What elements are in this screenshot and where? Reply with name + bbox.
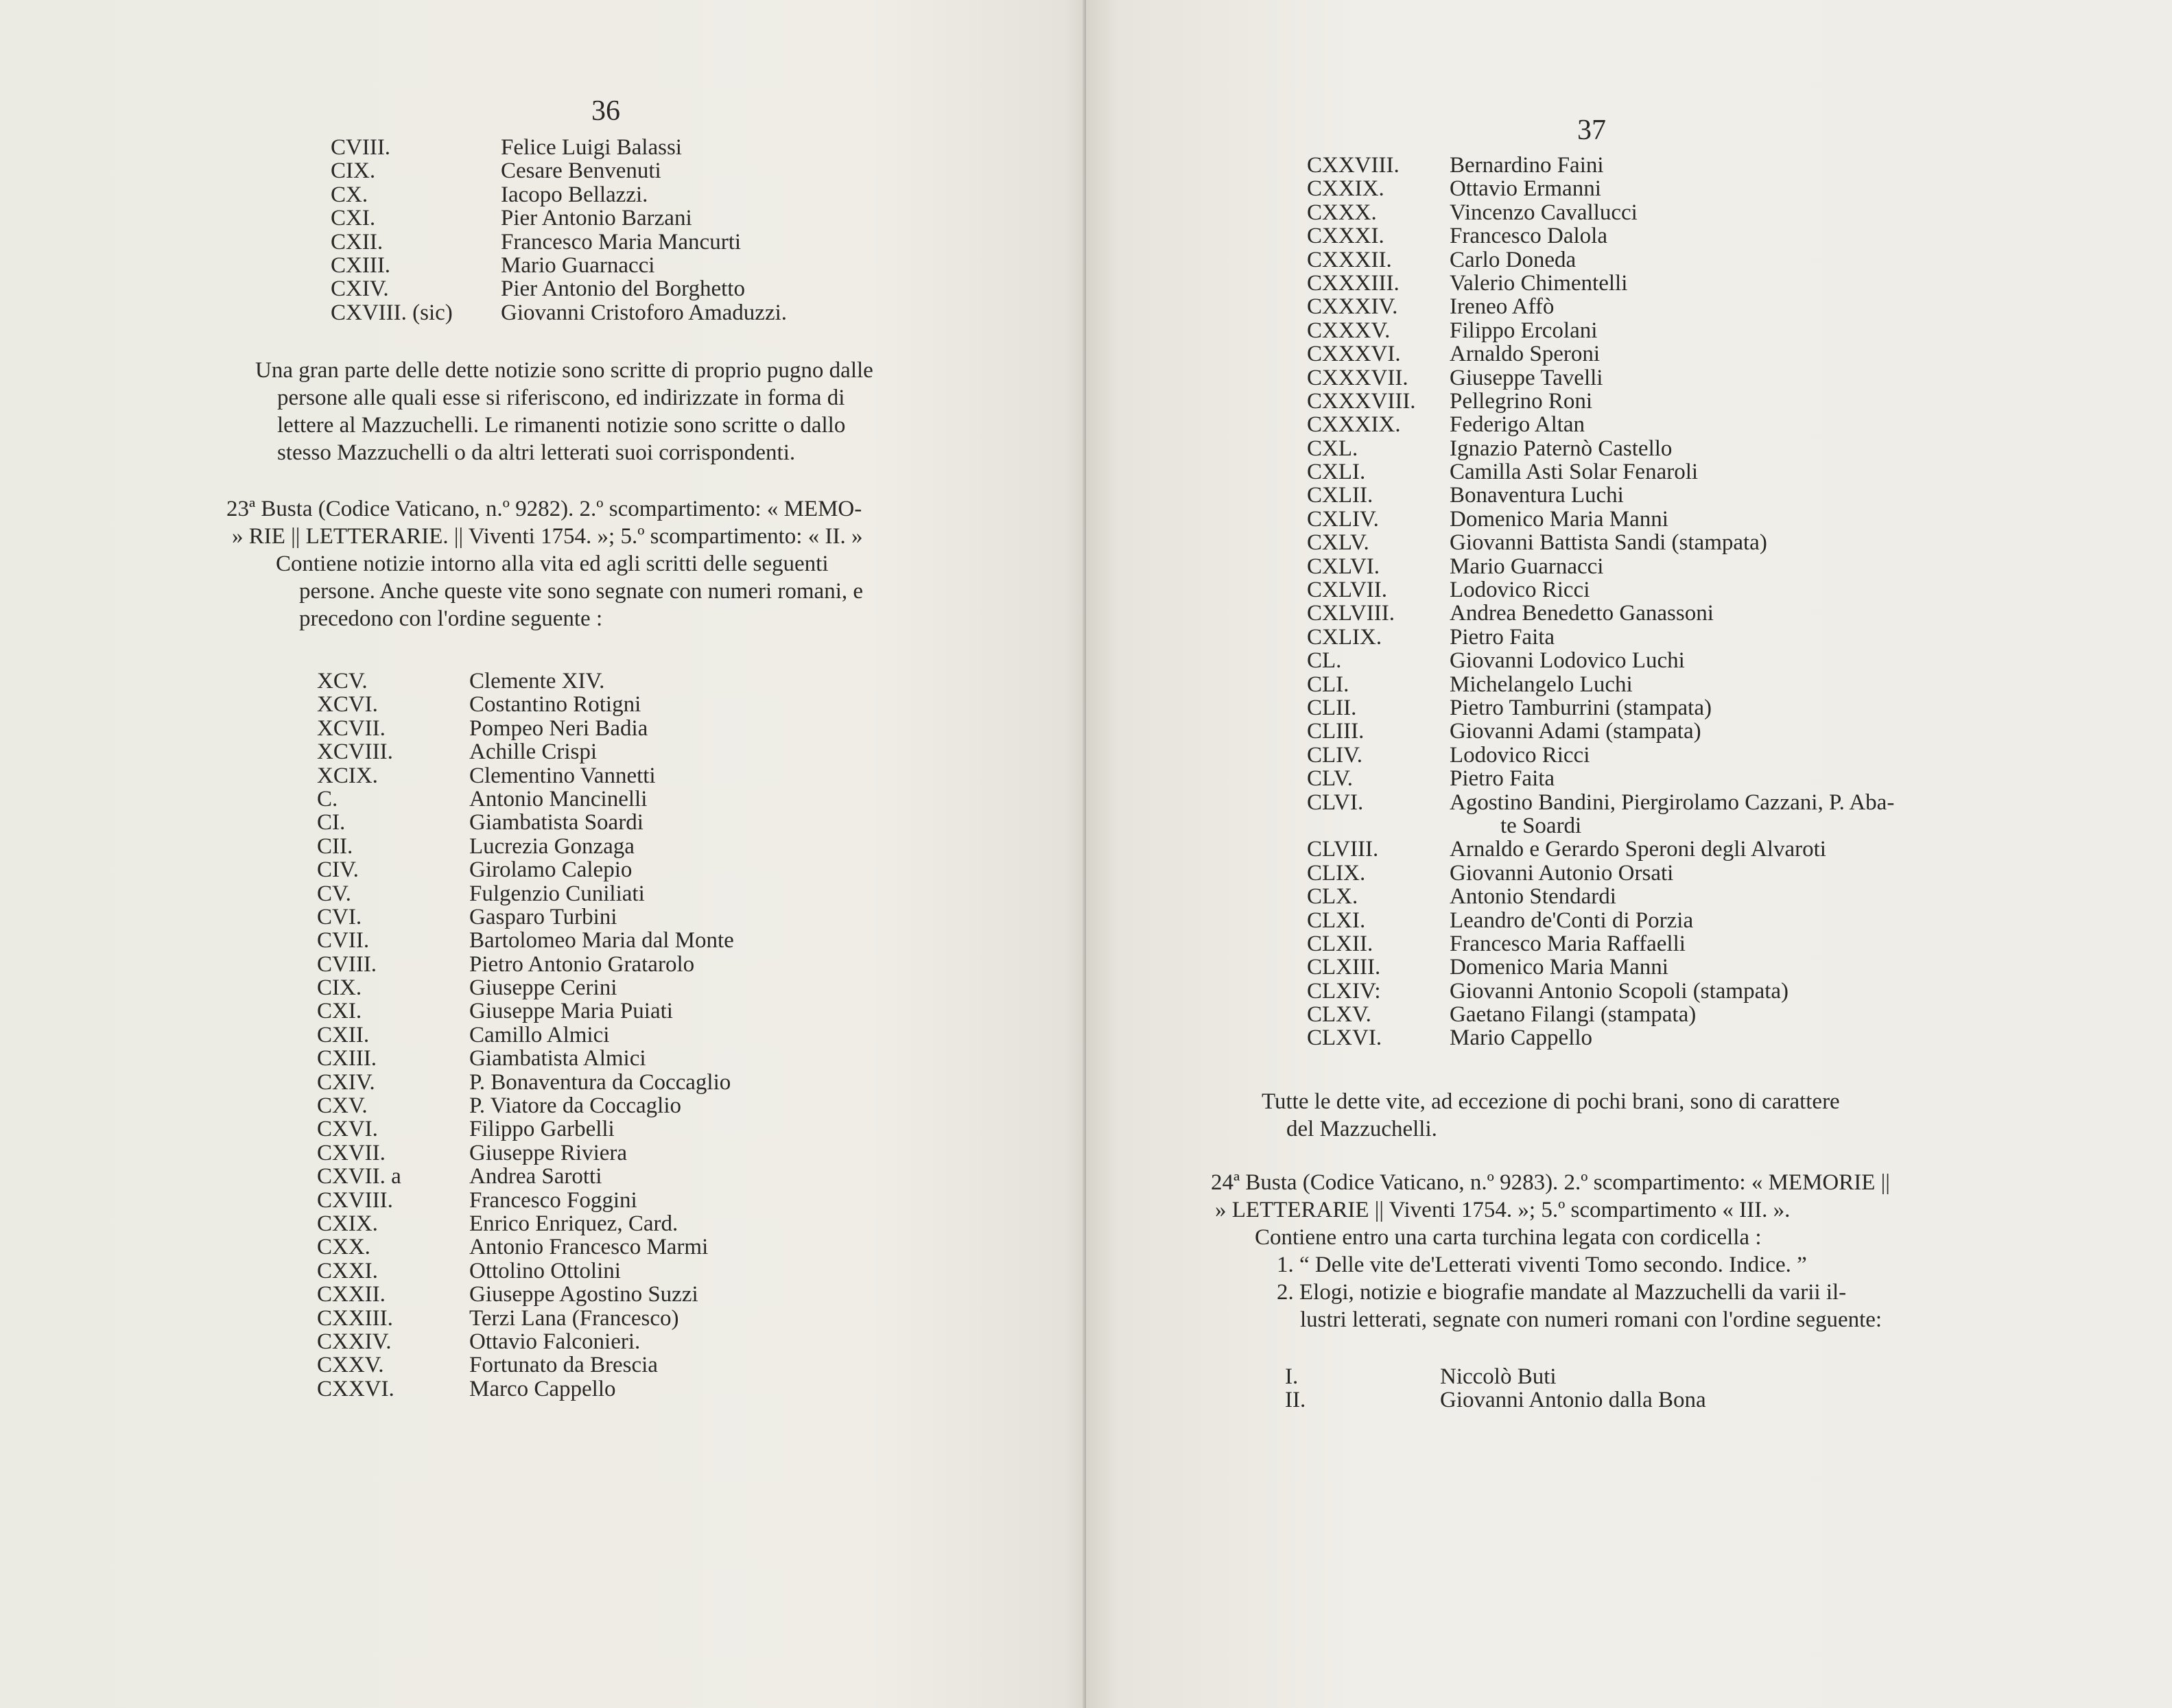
person-name: Gaetano Filangi (stampata) [1450, 1002, 1697, 1028]
list-item [317, 1071, 734, 1094]
roman-numeral: CXVIII. (sic) [331, 300, 453, 325]
person-name: Carlo Doneda [1450, 247, 1577, 272]
roman-numeral: CIX. [317, 975, 362, 1001]
list-item [331, 183, 787, 206]
roman-numeral: CIX. [331, 158, 376, 184]
person-name: Giambatista Almici [469, 1046, 646, 1071]
busta-line: precedono con l'ordine seguente : [299, 606, 603, 631]
list-item [1307, 578, 1894, 602]
roman-numeral: CLIII. [1307, 719, 1365, 744]
paragraph-line: persone alle quali esse si riferiscono, ed indirizzate in forma di [277, 386, 845, 410]
roman-numeral: CXVII. [317, 1140, 386, 1165]
roman-numeral: CLII. [1307, 695, 1357, 720]
person-name: Cesare Benvenuti [501, 158, 661, 184]
roman-numeral: CXXI. [317, 1258, 378, 1283]
roman-numeral: CXLI. [1307, 460, 1366, 485]
list-item [317, 1259, 734, 1283]
roman-numeral: CLI. [1307, 672, 1349, 697]
person-name: Gasparo Turbini [469, 904, 617, 929]
roman-numeral: CXXII. [317, 1282, 386, 1307]
list-item [1307, 413, 1894, 436]
roman-numeral: CXLII. [1307, 483, 1373, 508]
list-item [317, 976, 734, 999]
list-item [331, 254, 787, 277]
list-item [331, 206, 787, 230]
list-item [1307, 201, 1894, 224]
roman-numeral: CXI. [331, 206, 376, 231]
person-name: Pellegrino Roni [1450, 388, 1593, 414]
roman-numeral: CXVIII. [317, 1187, 393, 1213]
busta-line: Contiene notizie intorno alla vita ed agli scritti delle seguenti [276, 551, 829, 576]
person-name: Clemente XIV. [469, 669, 605, 693]
person-name: Giuseppe Tavelli [1450, 365, 1603, 390]
roman-numeral: CXXXI. [1307, 224, 1384, 249]
person-name: P. Viatore da Coccaglio [469, 1093, 682, 1119]
roman-numeral: CLXVI. [1307, 1025, 1382, 1051]
person-name: Francesco Foggini [469, 1187, 637, 1213]
person-name: Felice Luigi Balassi [501, 135, 682, 160]
list-item [1307, 649, 1894, 672]
person-name: Camilla Asti Solar Fenaroli [1450, 460, 1699, 485]
roman-numeral: CXXIX. [1307, 176, 1384, 202]
person-name: Domenico Maria Manni [1450, 955, 1668, 980]
list-item [1307, 932, 1894, 956]
busta-line: » RIE || LETTERARIE. || Viventi 1754. »; 5.º scompartimento: « II. » [232, 524, 863, 549]
person-name: P. Bonaventura da Coccaglio [469, 1069, 731, 1095]
roman-numeral: CXLVII. [1307, 578, 1388, 603]
person-name: Pier Antonio Barzani [501, 206, 692, 231]
list-item [1307, 696, 1894, 720]
page-number: 36 [591, 95, 620, 127]
paragraph-line: Una gran parte delle dette notizie sono scritte di proprio pugno dalle [255, 358, 873, 383]
roman-numeral: CXXVI. [317, 1376, 394, 1401]
roman-numeral: I. [1285, 1364, 1299, 1389]
roman-numeral: CLIX. [1307, 860, 1366, 886]
person-name: Camillo Almici [469, 1022, 610, 1047]
list-item [331, 136, 787, 159]
person-name: Lodovico Ricci [1450, 578, 1590, 603]
busta-24-name-list [1285, 1365, 1706, 1412]
busta-line: persone. Anche queste vite sono segnate con numeri romani, e [299, 579, 864, 604]
list-item [1307, 673, 1894, 696]
top-name-list [331, 136, 787, 324]
person-name: Lucrezia Gonzaga [469, 833, 635, 859]
roman-numeral: CXII. [317, 1022, 370, 1047]
list-item [317, 1141, 734, 1165]
person-name: Pietro Faita [1450, 624, 1555, 650]
roman-numeral: CXIV. [331, 276, 389, 302]
person-name: Giambatista Soardi [469, 810, 644, 835]
list-item [317, 1353, 734, 1377]
person-name: Pompeo Neri Badia [469, 715, 648, 741]
list-item [1307, 555, 1894, 578]
roman-numeral: CLIV. [1307, 742, 1362, 768]
list-item [317, 905, 734, 929]
busta-23-description [226, 495, 863, 632]
list-item [1307, 744, 1894, 767]
person-name: Costantino Rotigni [469, 692, 641, 717]
list-item [317, 740, 734, 763]
list-item [1307, 248, 1894, 272]
person-name: Giovanni Adami (stampata) [1450, 719, 1701, 744]
roman-numeral: CL. [1307, 648, 1342, 674]
person-name: Giovanni Antonio dalla Bona [1440, 1388, 1706, 1413]
busta-24-description [1211, 1169, 1890, 1333]
busta-line: 24ª Busta (Codice Vaticano, n.º 9283). 2.º scompartimento: « MEMORIE || [1211, 1170, 1890, 1195]
list-item [331, 277, 787, 300]
roman-numeral: CXI. [317, 999, 362, 1024]
roman-numeral: CXXXVII. [1307, 365, 1408, 390]
roman-numeral: CI. [317, 810, 346, 835]
roman-numeral: CXII. [331, 229, 383, 254]
person-name: Andrea Benedetto Ganassoni [1450, 601, 1714, 626]
paragraph-line: stesso Mazzuchelli o da altri letterati suoi corrispondenti. [277, 440, 796, 465]
list-item [1307, 767, 1894, 790]
list-item [1307, 626, 1894, 649]
person-name: Giovanni Lodovico Luchi [1450, 648, 1685, 674]
list-item [1307, 154, 1894, 177]
person-name: Mario Guarnacci [501, 252, 655, 278]
person-name: Pietro Faita [1450, 766, 1555, 792]
list-item [1307, 342, 1894, 366]
roman-numeral: CXX. [317, 1235, 370, 1260]
roman-numeral: CXLV. [1307, 530, 1369, 556]
person-name: Giuseppe Maria Puiati [469, 999, 673, 1024]
roman-numeral: CXIII. [317, 1046, 377, 1071]
roman-numeral: CXXIII. [317, 1305, 393, 1331]
list-item [1307, 224, 1894, 248]
busta-line: lustri letterati, segnate con numeri romani con l'ordine seguente: [1300, 1307, 1882, 1332]
page-number: 37 [1577, 115, 1606, 146]
roman-numeral: CXXVIII. [1307, 153, 1400, 178]
list-item [331, 159, 787, 182]
person-name: Ottavio Ermanni [1450, 176, 1601, 202]
person-name: Arnaldo e Gerardo Speroni degli Alvaroti [1450, 837, 1826, 862]
roman-numeral: CXIV. [317, 1069, 375, 1095]
roman-numeral: CLXI. [1307, 908, 1366, 933]
roman-numeral: CIV. [317, 857, 359, 883]
person-name: Antonio Stendardi [1450, 884, 1616, 910]
list-item [1307, 366, 1894, 390]
roman-numeral: CVII. [317, 928, 370, 953]
roman-numeral: CXXXVI. [1307, 342, 1401, 367]
person-name: Francesco Dalola [1450, 224, 1607, 249]
busta-line: » LETTERARIE || Viventi 1754. »; 5.º scompartimento « III. ». [1215, 1198, 1791, 1222]
list-item [1307, 272, 1894, 295]
list-item [317, 882, 734, 905]
roman-numeral: CXIX. [317, 1211, 378, 1236]
roman-numeral: C. [317, 786, 338, 811]
list-item [317, 999, 734, 1023]
list-item [1307, 437, 1894, 460]
list-item [1307, 791, 1894, 814]
list-item [317, 1094, 734, 1117]
note-line: del Mazzuchelli. [1286, 1117, 1437, 1141]
note-line: Tutte le dette vite, ad eccezione di pochi brani, sono di carattere [1262, 1089, 1840, 1114]
roman-numeral: CXLIV. [1307, 506, 1379, 532]
person-name: Ottolino Ottolini [469, 1258, 621, 1283]
list-item [1307, 956, 1894, 979]
list-item [317, 1330, 734, 1353]
person-name: Leandro de'Conti di Porzia [1450, 908, 1694, 933]
person-name: Bonaventura Luchi [1450, 483, 1624, 508]
person-name: Fulgenzio Cuniliati [469, 881, 645, 906]
busta-line: 23ª Busta (Codice Vaticano, n.º 9282). 2.º scompartimento: « MEMO- [226, 497, 862, 521]
roman-numeral: CXVI. [317, 1117, 378, 1142]
person-name: Giovanni Cristoforo Amaduzzi. [501, 300, 788, 325]
roman-numeral: II. [1285, 1388, 1306, 1413]
roman-numeral: CX. [331, 182, 368, 207]
roman-numeral: CII. [317, 833, 353, 859]
person-name: Arnaldo Speroni [1450, 342, 1601, 367]
paragraph-line: lettere al Mazzuchelli. Le rimanenti notizie sono scritte o dallo [277, 413, 846, 438]
list-item [1307, 531, 1894, 554]
roman-numeral: CXXXV. [1307, 318, 1391, 343]
person-name: Pier Antonio del Borghetto [501, 276, 745, 302]
person-name: Achille Crispi [469, 739, 598, 765]
list-item [317, 764, 734, 787]
person-name: Michelangelo Luchi [1450, 672, 1633, 697]
person-name: Andrea Sarotti [469, 1164, 602, 1189]
roman-numeral: CXL. [1307, 436, 1358, 461]
person-name: Giuseppe Agostino Suzzi [469, 1282, 698, 1307]
list-item [1307, 602, 1894, 625]
person-name: Girolamo Calepio [469, 857, 633, 883]
person-name: Pietro Tamburrini (stampata) [1450, 695, 1712, 720]
person-name: Giuseppe Cerini [469, 975, 617, 1001]
roman-numeral: XCVI. [317, 692, 378, 717]
person-name: Bartolomeo Maria dal Monte [469, 928, 734, 953]
roman-numeral: CLXIV: [1307, 978, 1381, 1004]
roman-numeral: CXLIX. [1307, 624, 1382, 650]
roman-numeral: CXXIV. [317, 1329, 392, 1354]
person-name: Ireneo Affò [1450, 294, 1555, 320]
person-name: Giovanni Antonio Scopoli (stampata) [1450, 978, 1789, 1004]
person-name: Clementino Vannetti [469, 763, 656, 788]
list-item [317, 1023, 734, 1047]
list-item [1307, 295, 1894, 318]
list-item [1307, 319, 1894, 342]
roman-numeral: CXXV. [317, 1353, 384, 1378]
list-item [317, 1307, 734, 1330]
person-name: Mario Cappello [1450, 1025, 1593, 1051]
list-item [331, 301, 787, 324]
roman-numeral: CLX. [1307, 884, 1358, 910]
person-name: Agostino Bandini, Piergirolamo Cazzani, P. Aba- [1450, 790, 1895, 815]
roman-numeral: CXLVIII. [1307, 601, 1395, 626]
roman-numeral: CLV. [1307, 766, 1353, 792]
person-name: Vincenzo Cavallucci [1450, 200, 1638, 225]
list-item [317, 1235, 734, 1259]
person-name: Antonio Mancinelli [469, 786, 648, 811]
person-name: Giuseppe Riviera [469, 1140, 628, 1165]
busta-line: 1. “ Delle vite de'Letterati viventi Tomo secondo. Indice. ” [1277, 1253, 1807, 1277]
notes-paragraph [255, 357, 873, 466]
roman-numeral: CXXXIII. [1307, 270, 1400, 296]
roman-numeral: CLVI. [1307, 790, 1364, 815]
list-item [1307, 484, 1894, 507]
list-item [1307, 862, 1894, 885]
roman-numeral: CLVIII. [1307, 837, 1379, 862]
list-item [317, 811, 734, 834]
list-item [1307, 909, 1894, 932]
right-page [1086, 0, 2172, 1708]
person-name: Mario Guarnacci [1450, 554, 1604, 579]
person-name: te Soardi [1500, 813, 1582, 838]
roman-numeral: CXV. [317, 1093, 368, 1119]
roman-numeral: CLXII. [1307, 931, 1373, 956]
person-name: Lodovico Ricci [1450, 742, 1590, 768]
list-item [1307, 720, 1894, 743]
roman-numeral: CXIII. [331, 252, 391, 278]
person-name: Federigo Altan [1450, 412, 1585, 438]
list-item [317, 1047, 734, 1070]
person-name: Filippo Ercolani [1450, 318, 1598, 343]
person-name: Domenico Maria Manni [1450, 506, 1668, 532]
list-item [317, 693, 734, 716]
list-item [1307, 838, 1894, 861]
list-item [1307, 885, 1894, 908]
handwriting-note [1262, 1088, 1840, 1143]
list-item [1307, 390, 1894, 413]
person-name: Filippo Garbelli [469, 1117, 615, 1142]
person-name: Francesco Maria Raffaelli [1450, 931, 1686, 956]
roman-numeral: CVIII. [317, 951, 377, 977]
list-item [317, 953, 734, 976]
roman-numeral: CXXXIX. [1307, 412, 1401, 438]
list-item [317, 717, 734, 740]
roman-numeral: CVI. [317, 904, 362, 929]
roman-numeral: CXXXVIII. [1307, 388, 1416, 414]
roman-numeral: CLXIII. [1307, 955, 1381, 980]
list-item [317, 1189, 734, 1212]
roman-numeral: CXXXIV. [1307, 294, 1398, 320]
person-name: Giovanni Autonio Orsati [1450, 860, 1674, 886]
person-name: Niccolò Buti [1440, 1364, 1557, 1389]
list-item [317, 1165, 734, 1188]
list-item [1307, 1003, 1894, 1026]
person-name: Fortunato da Brescia [469, 1353, 658, 1378]
person-name: Antonio Francesco Marmi [469, 1235, 709, 1260]
list-item [317, 787, 734, 811]
list-item [317, 1377, 734, 1401]
list-item [317, 1212, 734, 1235]
roman-numeral: CXLVI. [1307, 554, 1380, 579]
person-name: Enrico Enriquez, Card. [469, 1211, 678, 1236]
list-item [317, 669, 734, 693]
person-name: Bernardino Faini [1450, 153, 1604, 178]
list-item [1307, 460, 1894, 484]
roman-numeral: XCV. [317, 669, 368, 693]
person-name: Ottavio Falconieri. [469, 1329, 641, 1354]
list-item [1307, 1026, 1894, 1049]
person-name: Giovanni Battista Sandi (stampata) [1450, 530, 1767, 556]
roman-numeral: XCVIII. [317, 739, 393, 765]
busta-line: 2. Elogi, notizie e biografie mandate al Mazzuchelli da varii il- [1277, 1280, 1847, 1305]
list-item [317, 1283, 734, 1306]
roman-numeral: CXXXII. [1307, 247, 1392, 272]
roman-numeral: XCIX. [317, 763, 378, 788]
person-name: Francesco Maria Mancurti [501, 229, 742, 254]
list-item [317, 858, 734, 881]
list-item [1285, 1388, 1706, 1412]
roman-numeral: CLXV. [1307, 1002, 1371, 1028]
person-name: Marco Cappello [469, 1376, 616, 1401]
person-name: Valerio Chimentelli [1450, 270, 1628, 296]
roman-numeral: CXVII. a [317, 1164, 401, 1189]
person-name: Iacopo Bellazzi. [501, 182, 648, 207]
person-name: Pietro Antonio Gratarolo [469, 951, 695, 977]
roman-numeral [1307, 814, 1450, 838]
list-item [317, 929, 734, 952]
person-name: Terzi Lana (Francesco) [469, 1305, 679, 1331]
list-item [317, 1117, 734, 1141]
list-item [1307, 980, 1894, 1003]
person-name: Ignazio Paternò Castello [1450, 436, 1673, 461]
list-item [1307, 814, 1894, 838]
roman-numeral: XCVII. [317, 715, 386, 741]
roman-numeral: CXXX. [1307, 200, 1377, 225]
roman-numeral: CV. [317, 881, 351, 906]
busta-line: Contiene entro una carta turchina legata con cordicella : [1255, 1225, 1762, 1250]
roman-numeral: CVIII. [331, 135, 391, 160]
list-item [331, 230, 787, 254]
list-item [317, 835, 734, 858]
busta-23-name-list [317, 669, 734, 1401]
list-item [1307, 508, 1894, 531]
list-item [1307, 177, 1894, 200]
name-list-continued [1307, 154, 1894, 1050]
list-item [1285, 1365, 1706, 1388]
